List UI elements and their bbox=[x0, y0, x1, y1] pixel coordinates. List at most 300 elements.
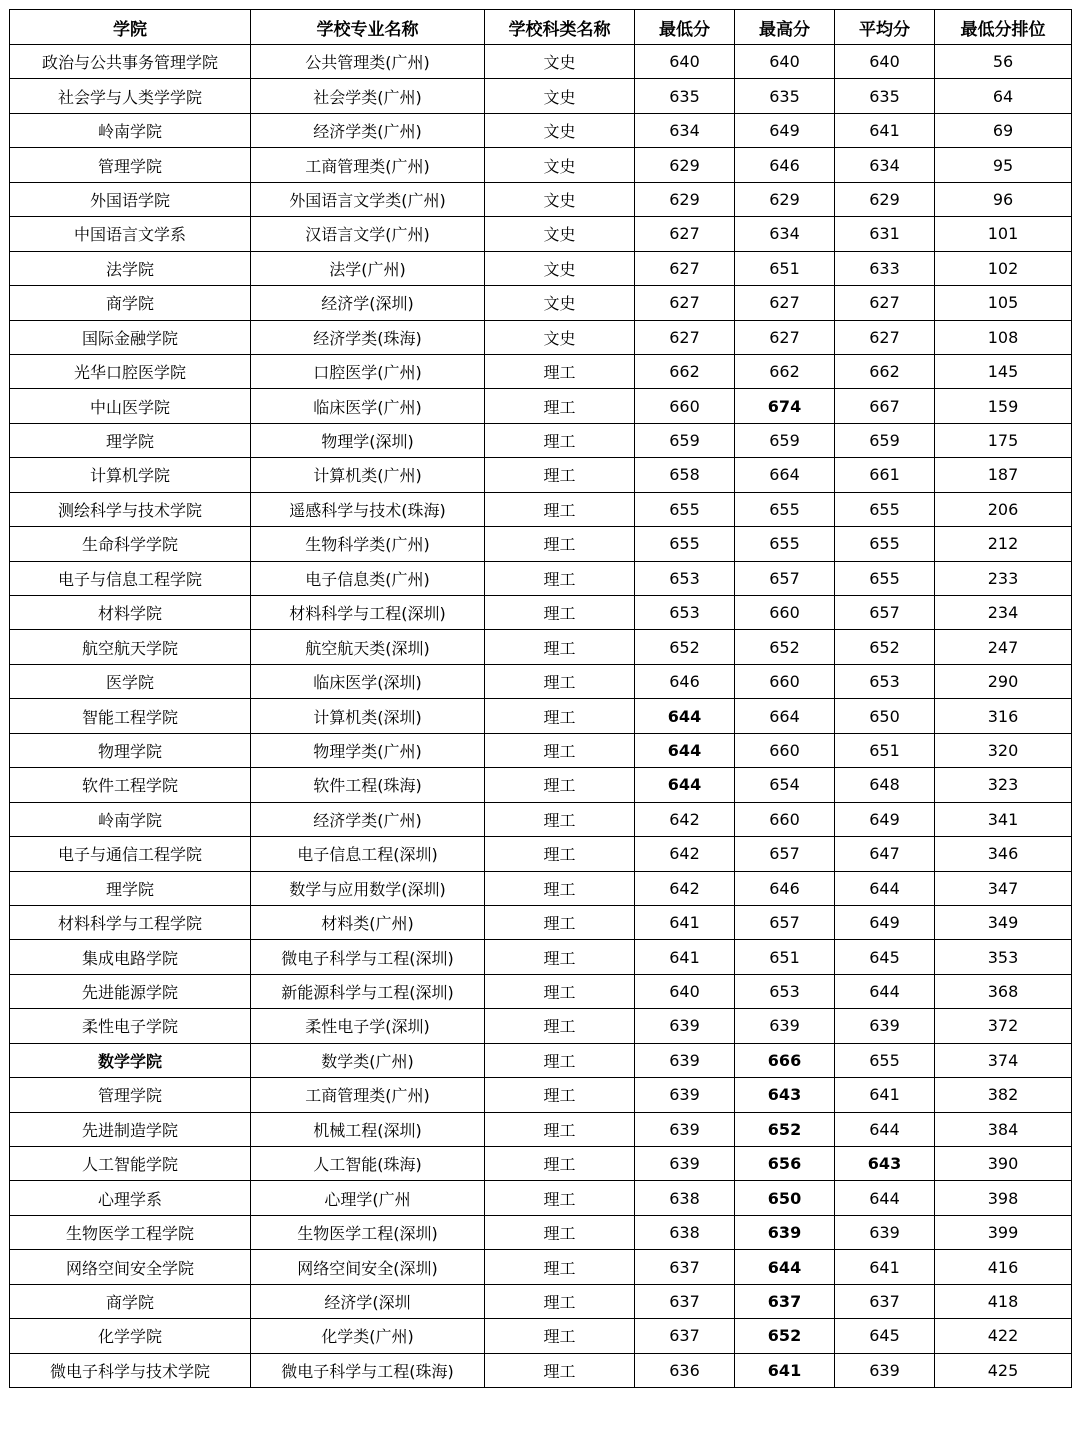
cell-min-rank: 347 bbox=[935, 871, 1072, 905]
cell-min-rank: 233 bbox=[935, 561, 1072, 595]
cell-max-score: 627 bbox=[735, 286, 835, 320]
cell-min-score: 639 bbox=[635, 1009, 735, 1043]
cell-category: 理工 bbox=[485, 837, 635, 871]
cell-min-score: 641 bbox=[635, 940, 735, 974]
table-row bbox=[10, 974, 1072, 1008]
cell-avg-score: 644 bbox=[835, 871, 935, 905]
cell-category: 理工 bbox=[485, 1078, 635, 1112]
cell-category: 理工 bbox=[485, 458, 635, 492]
cell-college: 法学院 bbox=[10, 251, 251, 285]
cell-min-score: 655 bbox=[635, 492, 735, 526]
table-body bbox=[10, 45, 1072, 1388]
cell-college: 中国语言文学系 bbox=[10, 217, 251, 251]
cell-category: 理工 bbox=[485, 596, 635, 630]
cell-min-score: 642 bbox=[635, 871, 735, 905]
table-row bbox=[10, 871, 1072, 905]
cell-college: 政治与公共事务管理学院 bbox=[10, 45, 251, 79]
table-row bbox=[10, 1353, 1072, 1387]
cell-major: 电子信息类(广州) bbox=[251, 561, 485, 595]
cell-major: 新能源科学与工程(深圳) bbox=[251, 974, 485, 1008]
cell-category: 理工 bbox=[485, 802, 635, 836]
cell-min-score: 640 bbox=[635, 974, 735, 1008]
cell-avg-score: 667 bbox=[835, 389, 935, 423]
cell-min-score: 644 bbox=[635, 768, 735, 802]
cell-major: 临床医学(广州) bbox=[251, 389, 485, 423]
cell-min-score: 636 bbox=[635, 1353, 735, 1387]
cell-avg-score: 651 bbox=[835, 733, 935, 767]
cell-avg-score: 655 bbox=[835, 561, 935, 595]
cell-category: 理工 bbox=[485, 1181, 635, 1215]
cell-category: 文史 bbox=[485, 148, 635, 182]
cell-major: 工商管理类(广州) bbox=[251, 148, 485, 182]
cell-min-score: 627 bbox=[635, 320, 735, 354]
cell-min-rank: 187 bbox=[935, 458, 1072, 492]
cell-major: 口腔医学(广州) bbox=[251, 354, 485, 388]
table-header-row bbox=[10, 10, 1072, 45]
table-row bbox=[10, 1078, 1072, 1112]
cell-major: 生物科学类(广州) bbox=[251, 527, 485, 561]
cell-major: 网络空间安全(深圳) bbox=[251, 1250, 485, 1284]
cell-category: 理工 bbox=[485, 1215, 635, 1249]
cell-category: 理工 bbox=[485, 905, 635, 939]
cell-category: 理工 bbox=[485, 492, 635, 526]
cell-min-rank: 105 bbox=[935, 286, 1072, 320]
cell-min-score: 653 bbox=[635, 561, 735, 595]
cell-avg-score: 645 bbox=[835, 940, 935, 974]
cell-min-score: 652 bbox=[635, 630, 735, 664]
cell-college: 网络空间安全学院 bbox=[10, 1250, 251, 1284]
cell-max-score: 637 bbox=[735, 1284, 835, 1318]
cell-avg-score: 629 bbox=[835, 182, 935, 216]
cell-max-score: 660 bbox=[735, 664, 835, 698]
cell-category: 理工 bbox=[485, 699, 635, 733]
cell-category: 理工 bbox=[485, 1284, 635, 1318]
cell-max-score: 641 bbox=[735, 1353, 835, 1387]
cell-category: 理工 bbox=[485, 1043, 635, 1077]
cell-min-rank: 206 bbox=[935, 492, 1072, 526]
table-row bbox=[10, 1043, 1072, 1077]
cell-college: 人工智能学院 bbox=[10, 1147, 251, 1181]
cell-max-score: 660 bbox=[735, 733, 835, 767]
cell-category: 文史 bbox=[485, 45, 635, 79]
table-row bbox=[10, 527, 1072, 561]
table-row bbox=[10, 1215, 1072, 1249]
table-row bbox=[10, 286, 1072, 320]
table-row bbox=[10, 1181, 1072, 1215]
cell-category: 理工 bbox=[485, 561, 635, 595]
table-row bbox=[10, 837, 1072, 871]
cell-min-score: 637 bbox=[635, 1250, 735, 1284]
cell-min-rank: 212 bbox=[935, 527, 1072, 561]
cell-major: 遥感科学与技术(珠海) bbox=[251, 492, 485, 526]
cell-college: 软件工程学院 bbox=[10, 768, 251, 802]
cell-major: 数学类(广州) bbox=[251, 1043, 485, 1077]
cell-category: 理工 bbox=[485, 974, 635, 1008]
cell-max-score: 674 bbox=[735, 389, 835, 423]
cell-min-rank: 64 bbox=[935, 79, 1072, 113]
table-row bbox=[10, 492, 1072, 526]
cell-avg-score: 657 bbox=[835, 596, 935, 630]
cell-college: 数学学院 bbox=[10, 1043, 251, 1077]
cell-major: 心理学(广州 bbox=[251, 1181, 485, 1215]
table-row bbox=[10, 905, 1072, 939]
cell-avg-score: 661 bbox=[835, 458, 935, 492]
table-row bbox=[10, 45, 1072, 79]
cell-min-score: 634 bbox=[635, 113, 735, 147]
cell-major: 微电子科学与工程(珠海) bbox=[251, 1353, 485, 1387]
cell-category: 理工 bbox=[485, 733, 635, 767]
cell-min-rank: 384 bbox=[935, 1112, 1072, 1146]
cell-avg-score: 635 bbox=[835, 79, 935, 113]
cell-min-score: 644 bbox=[635, 699, 735, 733]
cell-max-score: 635 bbox=[735, 79, 835, 113]
cell-college: 电子与信息工程学院 bbox=[10, 561, 251, 595]
cell-min-score: 642 bbox=[635, 802, 735, 836]
table-row bbox=[10, 561, 1072, 595]
cell-avg-score: 641 bbox=[835, 113, 935, 147]
cell-category: 理工 bbox=[485, 630, 635, 664]
cell-avg-score: 639 bbox=[835, 1215, 935, 1249]
cell-max-score: 649 bbox=[735, 113, 835, 147]
cell-min-score: 639 bbox=[635, 1112, 735, 1146]
cell-category: 理工 bbox=[485, 354, 635, 388]
cell-major: 临床医学(深圳) bbox=[251, 664, 485, 698]
cell-major: 生物医学工程(深圳) bbox=[251, 1215, 485, 1249]
cell-college: 集成电路学院 bbox=[10, 940, 251, 974]
cell-category: 理工 bbox=[485, 423, 635, 457]
cell-major: 法学(广州) bbox=[251, 251, 485, 285]
table-row bbox=[10, 458, 1072, 492]
cell-category: 文史 bbox=[485, 286, 635, 320]
cell-avg-score: 649 bbox=[835, 905, 935, 939]
cell-min-rank: 368 bbox=[935, 974, 1072, 1008]
header-major: 学校专业名称 bbox=[251, 10, 485, 45]
cell-min-score: 639 bbox=[635, 1043, 735, 1077]
cell-college: 管理学院 bbox=[10, 148, 251, 182]
cell-college: 岭南学院 bbox=[10, 802, 251, 836]
cell-college: 物理学院 bbox=[10, 733, 251, 767]
cell-category: 理工 bbox=[485, 768, 635, 802]
cell-min-rank: 69 bbox=[935, 113, 1072, 147]
table-row bbox=[10, 1250, 1072, 1284]
cell-major: 计算机类(广州) bbox=[251, 458, 485, 492]
cell-avg-score: 639 bbox=[835, 1353, 935, 1387]
cell-min-rank: 101 bbox=[935, 217, 1072, 251]
cell-max-score: 651 bbox=[735, 940, 835, 974]
cell-avg-score: 659 bbox=[835, 423, 935, 457]
cell-college: 岭南学院 bbox=[10, 113, 251, 147]
cell-college: 理学院 bbox=[10, 423, 251, 457]
cell-major: 材料类(广州) bbox=[251, 905, 485, 939]
cell-avg-score: 641 bbox=[835, 1078, 935, 1112]
cell-college: 生物医学工程学院 bbox=[10, 1215, 251, 1249]
cell-min-score: 629 bbox=[635, 148, 735, 182]
cell-major: 材料科学与工程(深圳) bbox=[251, 596, 485, 630]
cell-max-score: 659 bbox=[735, 423, 835, 457]
cell-major: 经济学类(广州) bbox=[251, 113, 485, 147]
cell-max-score: 629 bbox=[735, 182, 835, 216]
table-row bbox=[10, 79, 1072, 113]
table-row bbox=[10, 1009, 1072, 1043]
table-row bbox=[10, 596, 1072, 630]
table-row bbox=[10, 1147, 1072, 1181]
table-row bbox=[10, 1284, 1072, 1318]
cell-category: 理工 bbox=[485, 389, 635, 423]
cell-avg-score: 647 bbox=[835, 837, 935, 871]
cell-min-rank: 56 bbox=[935, 45, 1072, 79]
cell-avg-score: 644 bbox=[835, 974, 935, 1008]
header-college: 学院 bbox=[10, 10, 251, 45]
cell-min-rank: 390 bbox=[935, 1147, 1072, 1181]
cell-college: 柔性电子学院 bbox=[10, 1009, 251, 1043]
header-max-score: 最高分 bbox=[735, 10, 835, 45]
cell-min-rank: 290 bbox=[935, 664, 1072, 698]
cell-max-score: 646 bbox=[735, 148, 835, 182]
cell-major: 电子信息工程(深圳) bbox=[251, 837, 485, 871]
cell-college: 先进制造学院 bbox=[10, 1112, 251, 1146]
cell-min-rank: 316 bbox=[935, 699, 1072, 733]
cell-max-score: 627 bbox=[735, 320, 835, 354]
cell-avg-score: 644 bbox=[835, 1181, 935, 1215]
cell-major: 公共管理类(广州) bbox=[251, 45, 485, 79]
cell-avg-score: 652 bbox=[835, 630, 935, 664]
table-row bbox=[10, 1319, 1072, 1353]
cell-college: 中山医学院 bbox=[10, 389, 251, 423]
cell-college: 先进能源学院 bbox=[10, 974, 251, 1008]
cell-college: 材料科学与工程学院 bbox=[10, 905, 251, 939]
cell-college: 国际金融学院 bbox=[10, 320, 251, 354]
cell-college: 材料学院 bbox=[10, 596, 251, 630]
cell-college: 社会学与人类学学院 bbox=[10, 79, 251, 113]
cell-min-rank: 418 bbox=[935, 1284, 1072, 1318]
cell-max-score: 634 bbox=[735, 217, 835, 251]
cell-min-score: 638 bbox=[635, 1181, 735, 1215]
table-row bbox=[10, 389, 1072, 423]
cell-min-score: 658 bbox=[635, 458, 735, 492]
table-row bbox=[10, 940, 1072, 974]
cell-major: 计算机类(深圳) bbox=[251, 699, 485, 733]
cell-college: 心理学系 bbox=[10, 1181, 251, 1215]
cell-avg-score: 633 bbox=[835, 251, 935, 285]
table-row bbox=[10, 113, 1072, 147]
table-row bbox=[10, 354, 1072, 388]
cell-category: 理工 bbox=[485, 1009, 635, 1043]
cell-min-rank: 382 bbox=[935, 1078, 1072, 1112]
cell-college: 生命科学学院 bbox=[10, 527, 251, 561]
cell-major: 柔性电子学(深圳) bbox=[251, 1009, 485, 1043]
cell-max-score: 640 bbox=[735, 45, 835, 79]
cell-avg-score: 627 bbox=[835, 320, 935, 354]
admission-scores-table bbox=[9, 9, 1072, 1388]
cell-major: 汉语言文学(广州) bbox=[251, 217, 485, 251]
cell-min-score: 662 bbox=[635, 354, 735, 388]
cell-category: 理工 bbox=[485, 1319, 635, 1353]
cell-avg-score: 639 bbox=[835, 1009, 935, 1043]
table-row bbox=[10, 1112, 1072, 1146]
cell-category: 理工 bbox=[485, 664, 635, 698]
table-row bbox=[10, 217, 1072, 251]
cell-college: 商学院 bbox=[10, 286, 251, 320]
cell-max-score: 657 bbox=[735, 905, 835, 939]
cell-min-score: 646 bbox=[635, 664, 735, 698]
cell-max-score: 652 bbox=[735, 630, 835, 664]
cell-avg-score: 655 bbox=[835, 1043, 935, 1077]
cell-max-score: 657 bbox=[735, 561, 835, 595]
table-row bbox=[10, 768, 1072, 802]
cell-category: 文史 bbox=[485, 320, 635, 354]
cell-college: 智能工程学院 bbox=[10, 699, 251, 733]
cell-min-rank: 353 bbox=[935, 940, 1072, 974]
cell-max-score: 657 bbox=[735, 837, 835, 871]
header-avg-score: 平均分 bbox=[835, 10, 935, 45]
cell-min-score: 640 bbox=[635, 45, 735, 79]
cell-avg-score: 637 bbox=[835, 1284, 935, 1318]
cell-avg-score: 643 bbox=[835, 1147, 935, 1181]
cell-category: 理工 bbox=[485, 1250, 635, 1284]
cell-min-rank: 341 bbox=[935, 802, 1072, 836]
cell-min-score: 627 bbox=[635, 251, 735, 285]
cell-college: 微电子科学与技术学院 bbox=[10, 1353, 251, 1387]
cell-min-score: 627 bbox=[635, 286, 735, 320]
cell-major: 数学与应用数学(深圳) bbox=[251, 871, 485, 905]
cell-college: 外国语学院 bbox=[10, 182, 251, 216]
cell-min-score: 653 bbox=[635, 596, 735, 630]
cell-max-score: 639 bbox=[735, 1215, 835, 1249]
cell-avg-score: 631 bbox=[835, 217, 935, 251]
cell-major: 航空航天类(深圳) bbox=[251, 630, 485, 664]
cell-min-score: 644 bbox=[635, 733, 735, 767]
cell-max-score: 656 bbox=[735, 1147, 835, 1181]
cell-min-score: 629 bbox=[635, 182, 735, 216]
cell-min-rank: 95 bbox=[935, 148, 1072, 182]
cell-major: 经济学(深圳) bbox=[251, 286, 485, 320]
cell-max-score: 664 bbox=[735, 458, 835, 492]
header-category: 学校科类名称 bbox=[485, 10, 635, 45]
cell-avg-score: 649 bbox=[835, 802, 935, 836]
cell-max-score: 655 bbox=[735, 492, 835, 526]
cell-category: 理工 bbox=[485, 940, 635, 974]
cell-avg-score: 634 bbox=[835, 148, 935, 182]
cell-college: 测绘科学与技术学院 bbox=[10, 492, 251, 526]
cell-max-score: 655 bbox=[735, 527, 835, 561]
cell-min-score: 637 bbox=[635, 1284, 735, 1318]
cell-category: 文史 bbox=[485, 113, 635, 147]
cell-min-rank: 96 bbox=[935, 182, 1072, 216]
cell-avg-score: 641 bbox=[835, 1250, 935, 1284]
cell-min-rank: 108 bbox=[935, 320, 1072, 354]
cell-category: 理工 bbox=[485, 1353, 635, 1387]
cell-avg-score: 662 bbox=[835, 354, 935, 388]
cell-min-score: 655 bbox=[635, 527, 735, 561]
cell-min-score: 660 bbox=[635, 389, 735, 423]
cell-min-rank: 145 bbox=[935, 354, 1072, 388]
table-row bbox=[10, 699, 1072, 733]
cell-avg-score: 655 bbox=[835, 527, 935, 561]
cell-min-score: 638 bbox=[635, 1215, 735, 1249]
table-row bbox=[10, 148, 1072, 182]
cell-category: 理工 bbox=[485, 1147, 635, 1181]
cell-min-rank: 372 bbox=[935, 1009, 1072, 1043]
cell-max-score: 666 bbox=[735, 1043, 835, 1077]
cell-major: 经济学类(广州) bbox=[251, 802, 485, 836]
cell-min-rank: 425 bbox=[935, 1353, 1072, 1387]
cell-avg-score: 648 bbox=[835, 768, 935, 802]
table-row bbox=[10, 423, 1072, 457]
cell-avg-score: 644 bbox=[835, 1112, 935, 1146]
table-row bbox=[10, 733, 1072, 767]
cell-major: 社会学类(广州) bbox=[251, 79, 485, 113]
cell-college: 电子与通信工程学院 bbox=[10, 837, 251, 871]
cell-category: 文史 bbox=[485, 217, 635, 251]
cell-category: 文史 bbox=[485, 182, 635, 216]
cell-college: 医学院 bbox=[10, 664, 251, 698]
cell-max-score: 664 bbox=[735, 699, 835, 733]
cell-min-rank: 398 bbox=[935, 1181, 1072, 1215]
cell-max-score: 646 bbox=[735, 871, 835, 905]
cell-avg-score: 640 bbox=[835, 45, 935, 79]
cell-college: 理学院 bbox=[10, 871, 251, 905]
cell-major: 物理学类(广州) bbox=[251, 733, 485, 767]
cell-min-score: 639 bbox=[635, 1078, 735, 1112]
cell-min-rank: 102 bbox=[935, 251, 1072, 285]
cell-category: 理工 bbox=[485, 527, 635, 561]
cell-max-score: 651 bbox=[735, 251, 835, 285]
cell-min-score: 642 bbox=[635, 837, 735, 871]
cell-major: 人工智能(珠海) bbox=[251, 1147, 485, 1181]
cell-min-rank: 416 bbox=[935, 1250, 1072, 1284]
cell-avg-score: 627 bbox=[835, 286, 935, 320]
cell-max-score: 652 bbox=[735, 1112, 835, 1146]
header-min-rank: 最低分排位 bbox=[935, 10, 1072, 45]
cell-major: 软件工程(珠海) bbox=[251, 768, 485, 802]
cell-max-score: 660 bbox=[735, 596, 835, 630]
cell-max-score: 650 bbox=[735, 1181, 835, 1215]
cell-min-rank: 159 bbox=[935, 389, 1072, 423]
cell-max-score: 660 bbox=[735, 802, 835, 836]
cell-avg-score: 650 bbox=[835, 699, 935, 733]
cell-college: 航空航天学院 bbox=[10, 630, 251, 664]
cell-min-score: 637 bbox=[635, 1319, 735, 1353]
cell-major: 化学类(广州) bbox=[251, 1319, 485, 1353]
cell-avg-score: 655 bbox=[835, 492, 935, 526]
cell-major: 微电子科学与工程(深圳) bbox=[251, 940, 485, 974]
table-row bbox=[10, 251, 1072, 285]
cell-major: 工商管理类(广州) bbox=[251, 1078, 485, 1112]
table-row bbox=[10, 182, 1072, 216]
cell-min-rank: 346 bbox=[935, 837, 1072, 871]
cell-category: 理工 bbox=[485, 871, 635, 905]
cell-max-score: 643 bbox=[735, 1078, 835, 1112]
cell-min-rank: 422 bbox=[935, 1319, 1072, 1353]
table-row bbox=[10, 664, 1072, 698]
cell-avg-score: 645 bbox=[835, 1319, 935, 1353]
cell-max-score: 652 bbox=[735, 1319, 835, 1353]
table-row bbox=[10, 802, 1072, 836]
cell-min-rank: 349 bbox=[935, 905, 1072, 939]
cell-min-rank: 234 bbox=[935, 596, 1072, 630]
cell-min-score: 639 bbox=[635, 1147, 735, 1181]
cell-college: 计算机学院 bbox=[10, 458, 251, 492]
cell-min-score: 635 bbox=[635, 79, 735, 113]
cell-college: 管理学院 bbox=[10, 1078, 251, 1112]
cell-max-score: 662 bbox=[735, 354, 835, 388]
cell-min-rank: 374 bbox=[935, 1043, 1072, 1077]
cell-major: 外国语言文学类(广州) bbox=[251, 182, 485, 216]
cell-category: 理工 bbox=[485, 1112, 635, 1146]
cell-min-rank: 323 bbox=[935, 768, 1072, 802]
cell-major: 物理学(深圳) bbox=[251, 423, 485, 457]
cell-avg-score: 653 bbox=[835, 664, 935, 698]
